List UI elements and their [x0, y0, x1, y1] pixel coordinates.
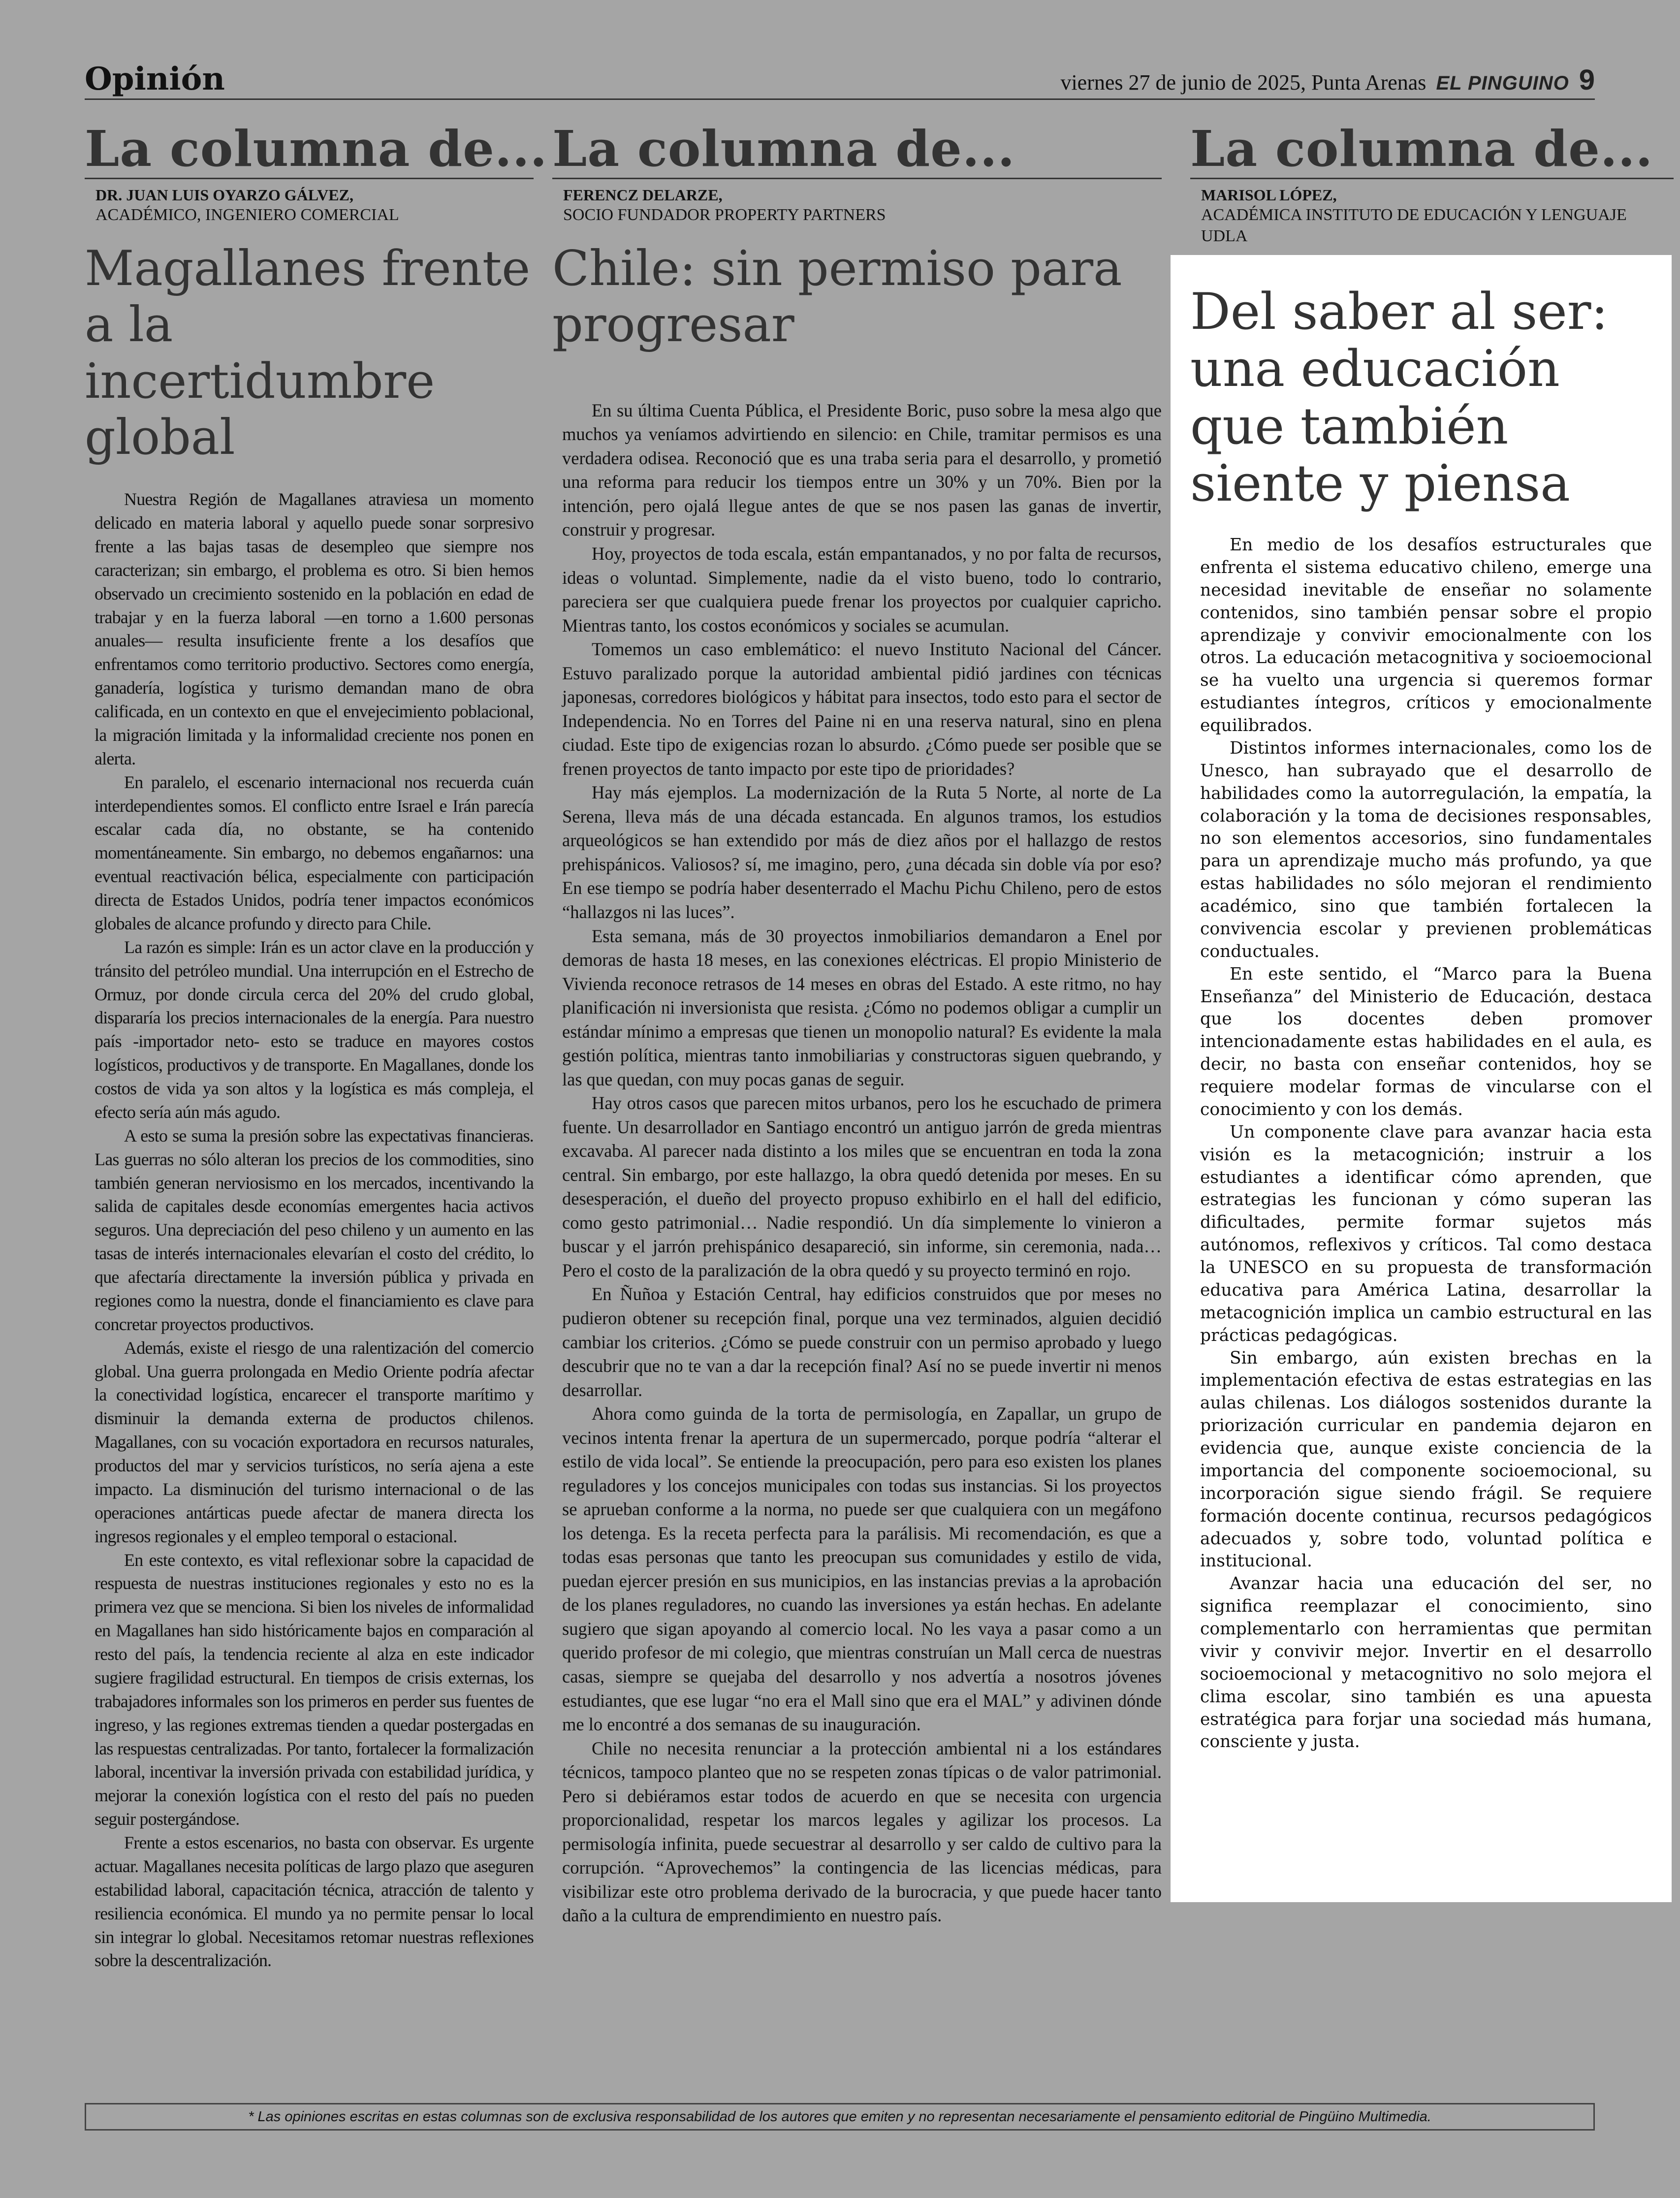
author-role: SOCIO FUNDADOR PROPERTY PARTNERS	[563, 206, 886, 224]
author-name: FERENCZ DELARZE,	[563, 186, 723, 204]
paragraph: Hay más ejemplos. La modernización de la Ruta 5 Norte, al norte de La Serena, lleva más de una década estancada. En algunos tramos, los estudios arqueológicos se han extendido por más de diez años por el hallazgo de restos prehispánicos. Valiosos? sí, me imagino, pero, ¿una década sin doble vía por eso? En ese tiempo se podría haber desenterrado el Machu Pichu Chileno, pero de estos “hallazgos ni las luces”.	[562, 782, 1162, 922]
column-delarze	[552, 120, 1162, 1928]
paragraph: Nuestra Región de Magallanes atraviesa un momento delicado en materia laboral y aquello puede sonar sorpresivo frente a las bajas tasas de desempleo que siempre nos caracterizan; sin embargo, el problema es otro. Si bien hemos observado un crecimiento sostenido en la población en edad de trabajar y en la fuerza laboral —en torno a 1.600 personas anuales— resulta insuficiente frente a los desafíos que enfrentamos como territorio productivo. Sectores como energía, ganadería, logística y turismo demandan mano de obra calificada, en un contexto en que el envejecimiento poblacional, la migración limitada y la informalidad creciente nos ponen en alerta.	[95, 489, 534, 768]
author-name: DR. JUAN LUIS OYARZO GÁLVEZ,	[95, 186, 353, 204]
author-name: MARISOL LÓPEZ,	[1201, 186, 1337, 204]
paragraph: En este contexto, es vital reflexionar sobre la capacidad de respuesta de nuestras instituciones regionales y esto no es la primera vez que se menciona. Si bien los niveles de informalidad en Magallanes han sido históricamente bajos en comparación al resto del país, la tendencia reciente al alza en este indicador sugiere fragilidad estructural. En tiempos de crisis externas, los trabajadores informales son los primeros en perder sus fuentes de ingreso, y las regiones extremas tienden a quedar postergadas en las respuestas centralizadas. Por tanto, fortalecer la formalización laboral, incentivar la inversión privada con estabilidad jurídica, y mejorar la conexión logística con el resto del país no pueden seguir postergándose.	[95, 1550, 534, 1829]
paragraph: En este sentido, el “Marco para la Buena Enseñanza” del Ministerio de Educación, destaca que los docentes deben promover intencionadamente estas habilidades en el aula, es decir, no basta con enseñar contenidos, hoy se requiere modelar formas de vincularse con el conocimiento y con los demás.	[1200, 964, 1652, 1119]
column-kicker: La columna de...	[552, 123, 1162, 179]
article-headline: Magallanes frente a la incertidumbre global	[85, 240, 531, 466]
paragraph: Frente a estos escenarios, no basta con observar. Es urgente actuar. Magallanes necesita políticas de largo plazo que aseguren estabilidad laboral, capacitación técnica, atracción de talento y resiliencia económica. El mundo ya no permite pensar lo local sin integrar lo global. Necesitamos retomar nuestras reflexiones sobre la descentralización.	[95, 1833, 534, 1971]
column-lopez-header	[1171, 120, 1672, 247]
paragraph: Ahora como guinda de la torta de permisología, en Zapallar, un grupo de vecinos intenta frenar la apertura de un supermercado, porque podría “alterar el estilo de vida local”. Se entiende la preocupación, pero para eso existen los planes reguladores y los concejos municipales con todas sus instancias. Si los proyectos se aprueban conforme a la norma, no puede ser que cualquiera con un megáfono los detenga. Es la receta perfecta para la parálisis. Mi recomendación, es que a todas esas personas que tanto les preocupan sus comunidades y estilo de vida, puedan ejercer presión en sus municipios, en las instancias previas a la aprobación de los planes reguladores, no cuando las inversiones ya están hechas. En adelante sugiero que sigan apoyando al comercio local. No les vaya a pasar como a un querido profesor de mi colegio, que mientras construían un Mall cerca de nuestras casas, siempre se quejaba del desarrollo y nos advertía a nosotros jóvenes estudiantes, que ese lugar “no era el Mall sino que era el MAL” y adivinen dónde me lo encontré a dos semanas de su inauguración.	[562, 1403, 1162, 1735]
column-kicker: La columna de...	[85, 123, 534, 179]
column-lopez	[1171, 255, 1672, 1902]
article-body	[85, 488, 534, 1973]
paragraph: La razón es simple: Irán es un actor clave en la producción y tránsito del petróleo mundial. Una interrupción en el Estrecho de Ormuz, por donde circula cerca del 20% del crudo global, dispararía los precios internacionales de la energía. Para nuestro país -importador neto- esto se traduce en mayores costos logísticos, productivos y de transporte. En Magallanes, donde los costos de vida ya son altos y la logística es más compleja, el efecto sería aún más agudo.	[95, 937, 534, 1122]
article-headline: Del saber al ser: una educación que también siente y piensa	[1190, 283, 1608, 513]
paragraph: Sin embargo, aún existen brechas en la implementación efectiva de estas estrategias en las aulas chilenas. Los diálogos sostenidos durante la priorización curricular en pandemia dejaron en evidencia que, aunque existe conciencia de la importancia del componente socioemocional, su incorporación sigue siendo frágil. Se requiere formación docente continua, recursos pedagógicos adecuados y, sobre todo, voluntad política e institucional.	[1200, 1348, 1652, 1571]
page-header	[85, 60, 1595, 100]
article-body	[552, 399, 1162, 1928]
article-body	[1171, 534, 1672, 1753]
paragraph: Hay otros casos que parecen mitos urbanos, pero los he escuchado de primera fuente. Un desarrollador en Santiago encontró un antiguo jarrón de greda mientras excavaba. Al parecer nada distinto a los miles que se encuentran en toda la zona central. Sin embargo, por este hallazgo, la obra quedó detenida por meses. En su desesperación, el dueño del proyecto propuso exhibirlo en el hall del edificio, como gesto patrimonial… Nadie respondió. Un día simplemente lo vinieron a buscar y el jarrón prehispánico desapareció, sin informe, sin ceremonia, nada… Pero el costo de la paralización de la obra quedó y su proyecto terminó en rojo.	[562, 1093, 1162, 1280]
paragraph: Hoy, proyectos de toda escala, están empantanados, y no por falta de recursos, ideas o voluntad. Simplemente, nadie da el visto bueno, todo lo contrario, pareciera ser que cualquiera puede frenar los proyectos por cualquier capricho. Mientras tanto, los costos económicos y sociales se acumulan.	[562, 543, 1162, 636]
article-headline: Chile: sin permiso para progresar	[552, 240, 1122, 353]
paragraph: Tomemos un caso emblemático: el nuevo Instituto Nacional del Cáncer. Estuvo paralizado porque la autoridad ambiental pidió jardines con técnicas japonesas, corredores biológicos y hábitat para insectos, todo esto para el sector de Independencia. No en Torres del Paine ni en una reserva natural, sino en plena ciudad. Este tipo de exigencias rozan lo absurdo. ¿Cómo puede ser posible que se frenen proyectos de tanto impacto por este tipo de prioridades?	[562, 639, 1162, 779]
author-role: ACADÉMICA INSTITUTO DE EDUCACIÓN Y LENGUAJE UDLA	[1201, 206, 1627, 245]
issue-date: viernes 27 de junio de 2025, Punta Arenas	[1060, 70, 1426, 95]
column-kicker: La columna de...	[1190, 123, 1674, 179]
paragraph: En paralelo, el escenario internacional nos recuerda cuán interdependientes somos. El conflicto entre Israel e Irán parecía escalar cada día, no obstante, se ha contenido momentáneamente. Sin embargo, no debemos engañarnos: una eventual reactivación bélica, especialmente con participación directa de Estados Unidos, podría tener impactos económicos globales de alcance profundo y directo para Chile.	[95, 772, 534, 933]
paragraph: Además, existe el riesgo de una ralentización del comercio global. Una guerra prolongada en Medio Oriente podría afectar la conectividad logística, encarecer el transporte marítimo y disminuir la demanda externa de productos chilenos. Magallanes, con su vocación exportadora en recursos naturales, productos del mar y servicios turísticos, no sería ajena a este impacto. La disminución del turismo internacional o de las operaciones antárticas puede afectar de manera directa los ingresos regionales y el empleo temporal o estacional.	[95, 1338, 534, 1546]
paragraph: En su última Cuenta Pública, el Presidente Boric, puso sobre la mesa algo que muchos ya veníamos advirtiendo en silencio: en Chile, tramitar permisos es una verdadera odisea. Reconoció que es una traba seria para el desarrollo, y prometió una reforma para reducir los tiempos entre un 30% y un 70%. Bien por la intención, pero ojalá llegue antes de que se nos pasen las ganas de invertir, construir y progresar.	[562, 400, 1162, 540]
paragraph: En Ñuñoa y Estación Central, hay edificios construidos que por meses no pudieron obtener su recepción final, porque una vez terminados, alguien decidió cambiar los criterios. ¿Cómo se puede construir con un permiso aprobado y luego descubrir que no te van a dar la recepción final? Así no se puede invertir ni menos desarrollar.	[562, 1284, 1162, 1400]
paragraph: A esto se suma la presión sobre las expectativas financieras. Las guerras no sólo alteran los precios de los commodities, sino también generan nerviosismo en los mercados, incentivando la salida de capitales desde economías emergentes hacia activos seguros. Una depreciación del peso chileno y un aumento en las tasas de interés internacionales elevarían el costo del crédito, lo que afectaría directamente la inversión pública y privada en regiones como la nuestra, donde el financiamiento es clave para concretar proyectos productivos.	[95, 1125, 534, 1334]
page-number: 9	[1579, 64, 1595, 96]
newspaper-logo: EL PINGUINO	[1436, 72, 1569, 94]
paragraph: En medio de los desafíos estructurales que enfrenta el sistema educativo chileno, emerge una necesidad inevitable de enseñar no solamente contenidos, sino también pensar sobre el propio aprendizaje y convivir emocionalmente con los otros. La educación metacognitiva y socioemocional se ha vuelto una urgencia si queremos formar estudiantes íntegros, críticos y emocionalmente equilibrados.	[1200, 535, 1652, 736]
author-role: ACADÉMICO, INGENIERO COMERCIAL	[95, 206, 399, 224]
paragraph: Distintos informes internacionales, como los de Unesco, han subrayado que el desarrollo de habilidades como la autorregulación, la empatía, la colaboración y la toma de decisiones responsables, no son elementos accesorios, sino fundamentales para un aprendizaje mucho más profundo, ya que estas habilidades no sólo mejoran el rendimiento académico, sino que también fortalecen la convivencia escolar y previenen problemáticas conductuales.	[1200, 738, 1652, 961]
paragraph: Un componente clave para avanzar hacia esta visión es la metacognición; instruir a los estudiantes a identificar cómo aprenden, que estrategias les funcionan y cómo superan las dificultades, permite formar sujetos más autónomos, reflexivos y críticos. Tal como destaca la UNESCO en su propuesta de transformación educativa para América Latina, desarrollar la metacognición implica un cambio estructural en las prácticas pedagógicas.	[1200, 1122, 1652, 1345]
paragraph: Chile no necesita renunciar a la protección ambiental ni a los estándares técnicos, tampoco planteo que no se respeten zonas típicas o de valor patrimonial. Pero si debiéramos estar todos de acuerdo en que se necesita con urgencia proporcionalidad, respetar los marcos legales y agilizar los procesos. La permisología infinita, puede secuestrar al desarrollo y ser caldo de cultivo para la corrupción. “Aprovechemos” la contingencia de las licencias médicas, para visibilizar este otro problema derivado de la burocracia, y que puede hacer tanto daño a la cultura de emprendimiento en nuestro país.	[562, 1738, 1162, 1926]
disclaimer: * Las opiniones escritas en estas columnas son de exclusiva responsabilidad de los autores que emiten y no representan necesariamente el pensamiento editorial de Pingüino Multimedia.	[85, 2103, 1595, 2131]
header-meta	[1060, 64, 1595, 96]
paragraph: Avanzar hacia una educación del ser, no significa reemplazar el conocimiento, sino complementarlo con herramientas que permitan vivir y convivir mejor. Invertir en el desarrollo socioemocional y metacognitivo no solo mejora el clima escolar, sino también es una apuesta estratégica para forjar una sociedad más humana, consciente y justa.	[1200, 1574, 1652, 1752]
section-name: Opinión	[85, 61, 225, 97]
column-oyarzo	[85, 120, 548, 1973]
paragraph: Esta semana, más de 30 proyectos inmobiliarios demandaron a Enel por demoras de hasta 18 meses, en las conexiones eléctricas. El propio Ministerio de Vivienda reconoce retrasos de 14 meses en obras del Estado. A este ritmo, no hay planificación ni inversionista que resista. ¿Cómo no podemos obligar a cumplir un estándar mínimo a empresas que tienen un monopolio natural? Es evidente la mala gestión política, mientras tanto inmobiliarias y constructoras siguen quebrando, y las que quedan, con muy pocas ganas de seguir.	[562, 925, 1162, 1089]
